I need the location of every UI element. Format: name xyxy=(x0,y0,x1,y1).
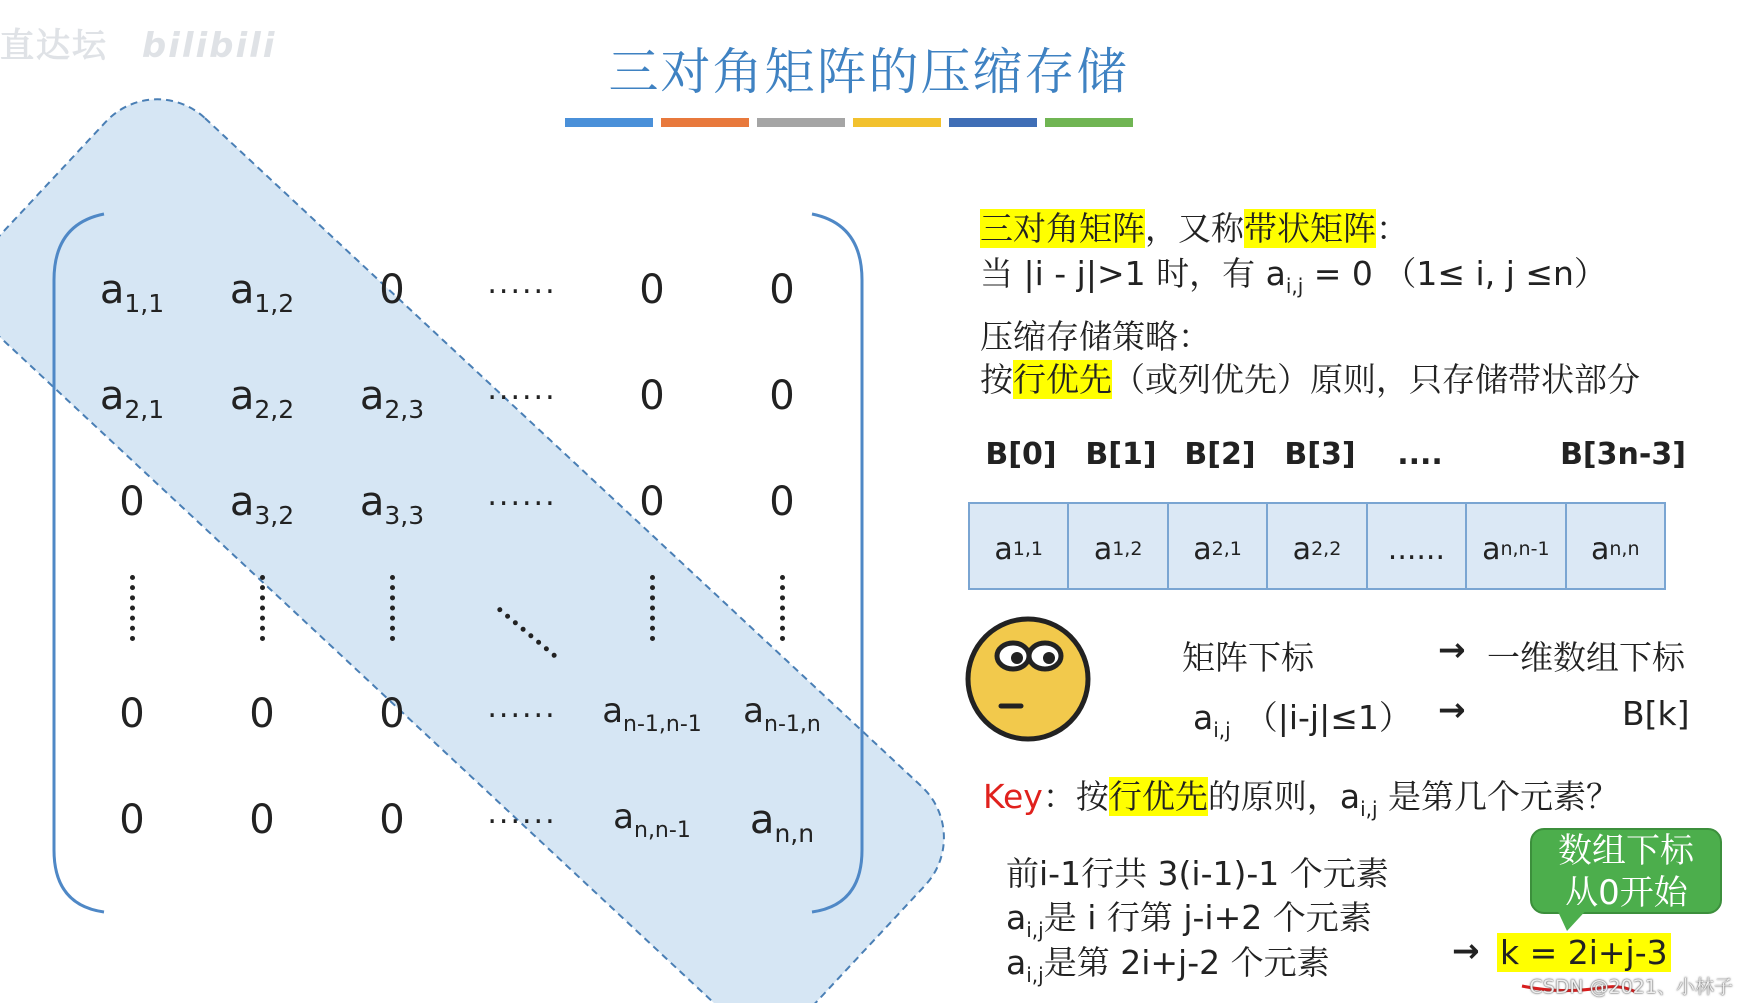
cond-pre: 当 |i - j|>1 时，有 a xyxy=(980,254,1286,293)
def-end: ： xyxy=(1376,209,1409,248)
bilibili-logo: bilibili xyxy=(141,26,277,66)
matrix-ellipsis: ...... xyxy=(487,266,557,301)
matrix-element: 0 xyxy=(769,373,795,419)
array-header: B[1] xyxy=(1085,437,1157,472)
matrix-vertical-dots xyxy=(780,575,785,641)
matrix-element: $a_{2,3}$ xyxy=(359,373,425,424)
key-mid: 的原则，a xyxy=(1207,777,1361,816)
matrix-ellipsis: ...... xyxy=(487,478,557,513)
strategy-pre: 按 xyxy=(980,360,1013,399)
strategy-post: （或列优先）原则，只存储带状部分 xyxy=(1112,360,1640,399)
matrix-element: 0 xyxy=(769,479,795,525)
key-sub: i,j xyxy=(1360,797,1378,821)
key-pre: ：按 xyxy=(1042,777,1109,816)
bubble-line2: 从0开始 xyxy=(1564,873,1688,913)
final-arrow: → xyxy=(1452,931,1480,970)
matrix-element: 0 xyxy=(639,267,665,313)
band-matrix-term: 带状矩阵 xyxy=(1244,209,1376,248)
array-header: .... xyxy=(1397,437,1443,472)
compressed-array xyxy=(968,502,1666,590)
matrix-element: $a_{n,n-1}$ xyxy=(613,797,691,843)
matrix-element: 0 xyxy=(639,373,665,419)
matrix-element: $a_{n-1,n-1}$ xyxy=(602,691,702,737)
matrix-vertical-dots xyxy=(390,575,395,641)
matrix-element: 0 xyxy=(119,479,145,525)
matrix-element: $a_{n-1,n}$ xyxy=(743,691,821,737)
map-right: 一维数组下标 xyxy=(1487,638,1685,677)
step3 xyxy=(1006,937,1330,987)
array-header: B[2] xyxy=(1184,437,1256,472)
row-major-term: 行优先 xyxy=(1013,360,1112,399)
array-header: B[0] xyxy=(985,437,1057,472)
matrix-element: 0 xyxy=(379,797,405,843)
condition-line xyxy=(980,248,1607,298)
map2-a: a xyxy=(1193,698,1214,737)
map2-element xyxy=(1193,692,1412,742)
matrix-vertical-dots xyxy=(650,575,655,641)
array-cell: a 1,2 xyxy=(1069,504,1168,588)
matrix-element: $a_{1,2}$ xyxy=(229,267,295,318)
key-post: 是第几个元素？ xyxy=(1377,777,1620,816)
matrix-vertical-dots xyxy=(130,575,135,641)
step2 xyxy=(1006,892,1372,942)
matrix-element: 0 xyxy=(769,267,795,313)
matrix-ellipsis: ...... xyxy=(487,796,557,831)
array-cell: a 2,2 xyxy=(1268,504,1367,588)
map2-target: B[k] xyxy=(1622,694,1690,733)
step2-post: 是 i 行第 j-i+2 个元素 xyxy=(1043,898,1372,937)
map2-cond: （|i-j|≤1） xyxy=(1244,698,1412,737)
matrix-element: 0 xyxy=(119,797,145,843)
array-cell: a 2,1 xyxy=(1169,504,1268,588)
bubble-line1: 数组下标 xyxy=(1558,831,1694,871)
tridiagonal-term: 三对角矩阵 xyxy=(980,209,1145,248)
cond-sub: i,j xyxy=(1285,274,1304,298)
key-row-major: 行优先 xyxy=(1108,777,1208,816)
strategy-line xyxy=(980,354,1640,401)
step3-post: 是第 2i+j-2 个元素 xyxy=(1043,943,1330,982)
matrix-element: $a_{3,3}$ xyxy=(359,479,425,530)
step1: 前i-1行共 3(i-1)-1 个元素 xyxy=(1006,854,1389,893)
matrix-element: 0 xyxy=(249,797,275,843)
matrix-ellipsis: ...... xyxy=(487,690,557,725)
matrix-element: $a_{2,2}$ xyxy=(229,373,295,424)
array-cell: ...... xyxy=(1368,504,1467,588)
cond-post: = 0 （1≤ i, j ≤n） xyxy=(1303,254,1607,293)
matrix-vertical-dots xyxy=(260,575,265,641)
step2-sub: i,j xyxy=(1026,918,1044,942)
array-cell: a n,n-1 xyxy=(1467,504,1566,588)
step2-a: a xyxy=(1006,898,1027,937)
step3-a: a xyxy=(1006,943,1027,982)
matrix-element: 0 xyxy=(379,691,405,737)
map2-arrow: → xyxy=(1438,690,1466,729)
matrix-ellipsis: ...... xyxy=(487,372,557,407)
callout-bubble xyxy=(1530,828,1722,914)
matrix-element: $a_{3,2}$ xyxy=(229,479,295,530)
array-header: B[3] xyxy=(1284,437,1356,472)
map-left: 矩阵下标 xyxy=(1182,638,1314,677)
matrix-element: 0 xyxy=(639,479,665,525)
definition-line xyxy=(980,203,1409,250)
map-arrow: → xyxy=(1438,630,1466,669)
array-cell: a n,n xyxy=(1590,531,1640,567)
callout-bubble-tail xyxy=(1555,905,1591,931)
step3-sub: i,j xyxy=(1026,963,1044,987)
watermark-text: 直达坛 xyxy=(0,26,108,66)
strategy-title: 压缩存储策略： xyxy=(980,317,1211,356)
matrix-element: 0 xyxy=(249,691,275,737)
matrix-element: $a_{1,1}$ xyxy=(99,267,165,318)
matrix-element: 0 xyxy=(119,691,145,737)
index-formula: k = 2i+j-3 xyxy=(1497,933,1671,972)
key-question xyxy=(983,771,1619,821)
key-label: Key xyxy=(983,777,1043,816)
slide-title-text: 三对角矩阵的压缩存储 xyxy=(608,43,1129,101)
csdn-watermark: CSDN @2021、小林子 xyxy=(1529,976,1733,998)
map2-sub: i,j xyxy=(1213,718,1231,742)
matrix-element: $a_{2,1}$ xyxy=(99,373,165,424)
array-cell: a 1,1 xyxy=(970,504,1069,588)
def-mid: ，又称 xyxy=(1145,209,1244,248)
tridiagonal-band xyxy=(0,70,973,1003)
thinking-face-icon xyxy=(963,614,1093,744)
matrix-element: $a_{n,n}$ xyxy=(749,797,815,848)
matrix-element: 0 xyxy=(379,267,405,313)
array-header: B[3n-3] xyxy=(1560,437,1686,472)
